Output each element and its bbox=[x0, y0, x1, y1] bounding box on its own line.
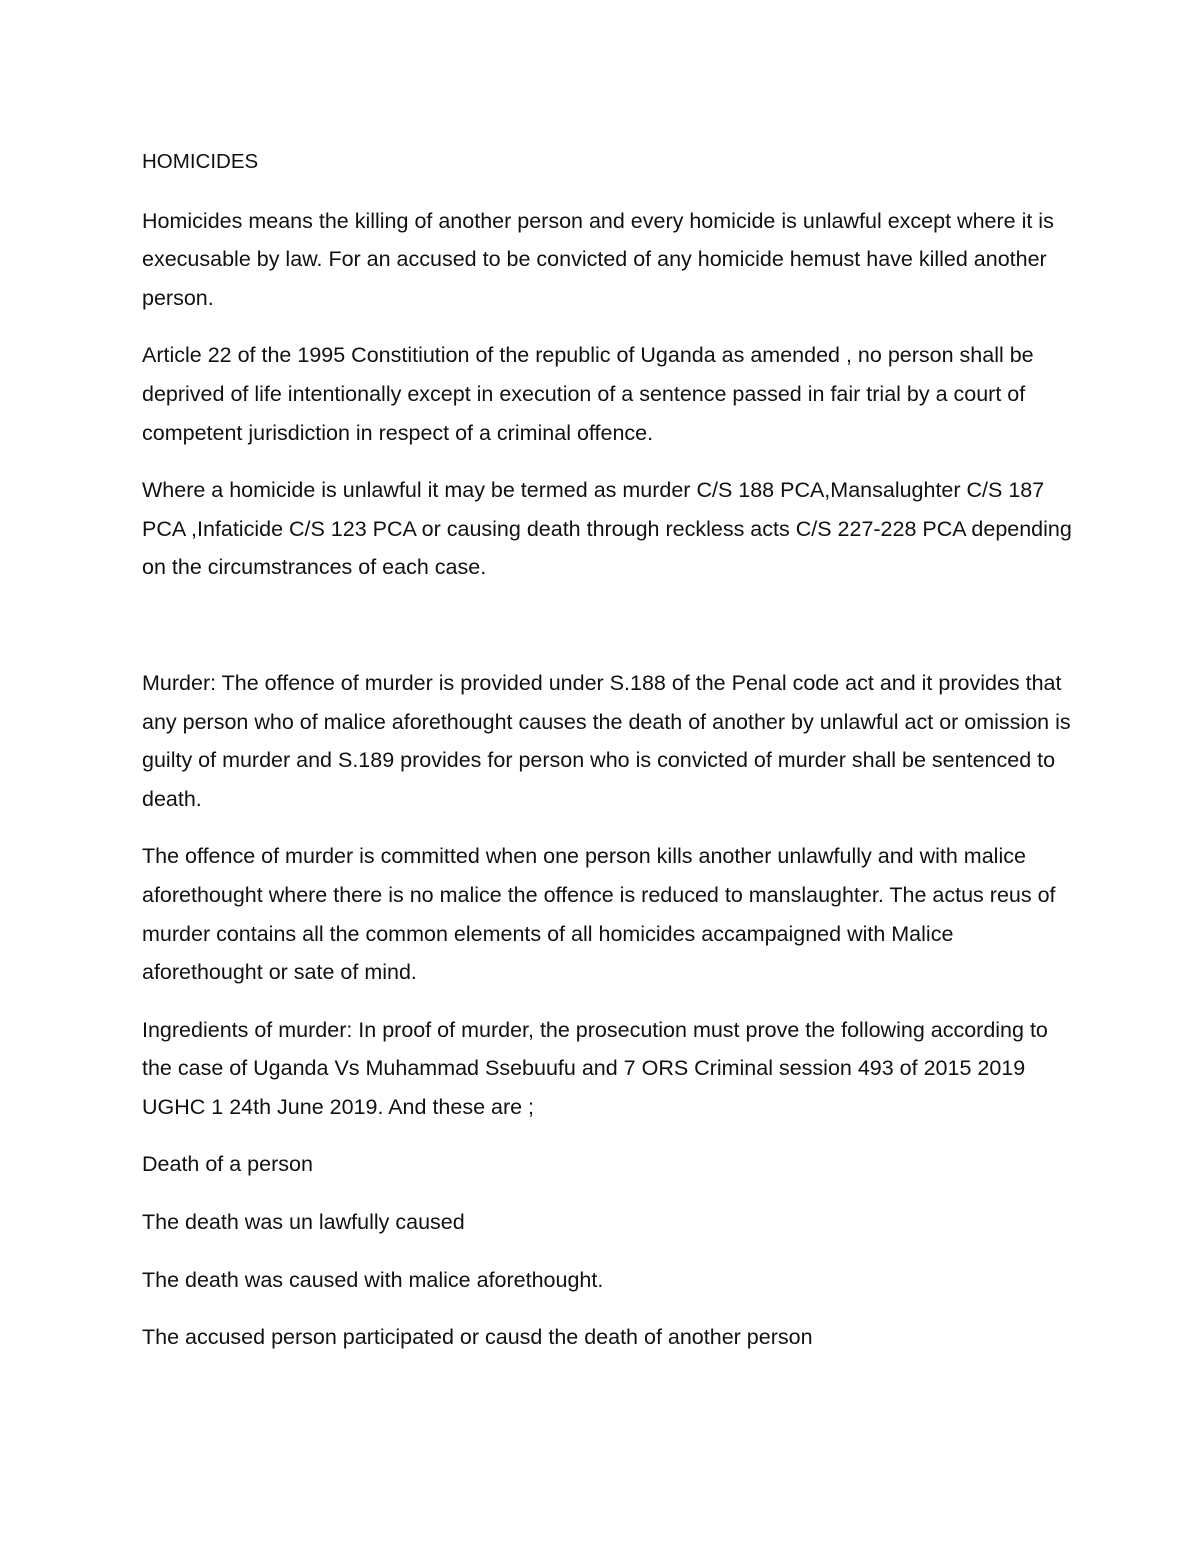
ingredient-item: Death of a person bbox=[142, 1152, 313, 1177]
paragraph-homicide-definition: Homicides means the killing of another person and every homicide is unlawful except where it is execusable by law. For an accused to be convicted of any homicide hemust have killed another person. bbox=[142, 208, 1054, 310]
ingredient-item: The accused person participated or causd the death of another person bbox=[142, 1325, 813, 1350]
paragraph-ingredients-of-murder: Ingredients of murder: In proof of murder, the prosecution must prove the following according to the case of Uganda Vs Muhammad Ssebuufu and 7 ORS Criminal session 493 of 2015 2019 UGHC 1 24th June 2019. And these are ; bbox=[142, 1017, 1048, 1119]
paragraph-spacer bbox=[142, 606, 1077, 664]
document-page bbox=[142, 143, 1077, 1376]
document-title: HOMICIDES bbox=[142, 150, 259, 173]
ingredient-item: The death was caused with malice aforethought. bbox=[142, 1267, 604, 1292]
paragraph-unlawful-homicide-types: Where a homicide is unlawful it may be termed as murder C/S 188 PCA,Mansalughter C/S 187 PCA ,Infaticide C/S 123 PCA or causing death through reckless acts C/S 227-228 PCA depending on the circumstrances of each case. bbox=[142, 478, 1072, 580]
paragraph-article-22: Article 22 of the 1995 Constitiution of the republic of Uganda as amended , no person shall be deprived of life intentionally except in execution of a sentence passed in fair trial by a court of competent jurisdiction in respect of a criminal offence. bbox=[142, 343, 1034, 445]
ingredient-item: The death was un lawfully caused bbox=[142, 1210, 465, 1235]
paragraph-murder-definition: Murder: The offence of murder is provided under S.188 of the Penal code act and it provides that any person who of malice aforethought causes the death of another by unlawful act or omission is guilty of murder and S.189 provides for person who is convicted of murder shall be sentenced to death. bbox=[142, 670, 1071, 811]
paragraph-offence-of-murder: The offence of murder is committed when one person kills another unlawfully and with malice aforethought where there is no malice the offence is reduced to manslaughter. The actus reus of murder contains all the common elements of all homicides accampaigned with Malice aforethought or sate of mind. bbox=[142, 844, 1056, 985]
